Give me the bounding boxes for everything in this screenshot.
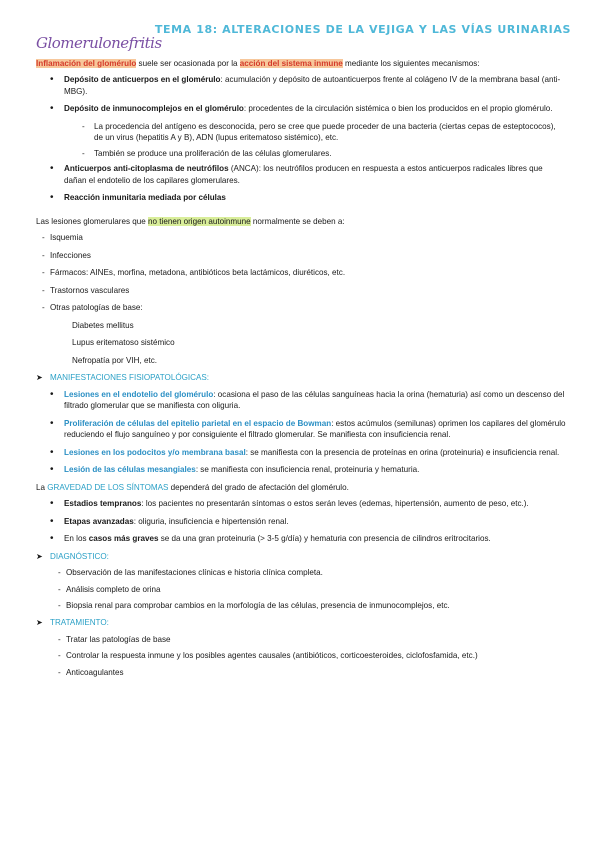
non-immune-paragraph: Las lesiones glomerulares que no tienen origen autoinmune normalmente se deben a: — [36, 216, 345, 226]
list-item: • En los casos más graves se da una gran proteinuria (> 3-5 g/día) y hematuria con presencia de cilindros eritrocitarios. — [36, 533, 566, 544]
treatment-heading: ➤ TRATAMIENTO: — [36, 617, 566, 628]
intro-highlight: acción del sistema inmune — [239, 59, 343, 68]
sub-list-item: - La procedencia del antígeno es desconocida, pero se cree que puede proceder de una bacteria (ciertas cepas de esteptococos), de un virus (hepatitis A y B), ADN (lupus eritematoso sistémico), etc. — [36, 121, 566, 144]
list-item: • Lesión de las células mesangiales: se manifiesta con insuficiencia renal, proteinuria y hematuria. — [36, 464, 566, 475]
treatment-list — [36, 634, 566, 678]
non-immune-list — [36, 232, 566, 366]
list-item: • Etapas avanzadas: oliguria, insuficiencia e hipertensión renal. — [36, 516, 566, 527]
diagnosis-list — [36, 567, 566, 611]
list-item: • Depósito de inmunocomplejos en el glomérulo: procedentes de la circulación sistémica o bien los producidos en el propio glomérulo. — [36, 103, 566, 114]
list-item: • Depósito de anticuerpos en el glomérulo: acumulación y depósito de autoanticuerpos frente al colágeno IV de la membrana basal (anti-MBG). — [36, 74, 566, 97]
section-title: Glomerulonefritis — [36, 34, 162, 52]
document-body — [36, 58, 566, 683]
mechanisms-list — [36, 74, 566, 203]
list-item: • Reacción inmunitaria mediada por células — [36, 192, 566, 203]
list-item: • Anticuerpos anti-citoplasma de neutrófilos (ANCA): los neutrófilos producen en respuesta a estos anticuerpos radicales libres que dañan el endotelio de los capilares glomerulares. — [36, 163, 566, 186]
manifestations-list — [36, 389, 566, 476]
severity-highlight: GRAVEDAD DE LOS SÍNTOMAS — [47, 482, 169, 492]
list-item: • Lesiones en los podocitos y/o membrana basal: se manifiesta con la presencia de proteínas en orina (proteinuria) e insuficiencia renal. — [36, 447, 566, 458]
diagnosis-heading: ➤ DIAGNÓSTICO: — [36, 551, 566, 562]
manifestations-heading: ➤ MANIFESTACIONES FISIOPATOLÓGICAS: — [36, 372, 566, 383]
list-item: - Isquemia — [36, 232, 566, 243]
list-item: - Anticoagulantes — [36, 667, 566, 678]
sub-list-item: - También se produce una proliferación de las células glomerulares. — [36, 148, 566, 159]
list-item: - Biopsia renal para comprobar cambios en la morfología de las células, presencia de inmunocomplejos, etc. — [36, 600, 566, 611]
list-item: - Trastornos vasculares — [36, 285, 566, 296]
list-item: - Fármacos: AINEs, morfina, metadona, antibióticos beta lactámicos, diuréticos, etc. — [36, 267, 566, 278]
list-item: - Infecciones — [36, 250, 566, 261]
severity-list — [36, 498, 566, 544]
sub-list-item: Lupus eritematoso sistémico — [72, 338, 175, 348]
intro-paragraph: Inflamación del glomérulo suele ser ocasionada por la acción del sistema inmune mediante los siguientes mecanismos: — [36, 59, 480, 68]
list-item: • Proliferación de células del epitelio parietal en el espacio de Bowman: estos acúmulos (semilunas) oprimen los capilares del glomérulo reduciendo el flujo sanguíneo y por consiguiente el filtrado glomerular. Se manifiesta con insuficiencia renal. — [36, 418, 566, 441]
severity-paragraph: La GRAVEDAD DE LOS SÍNTOMAS dependerá del grado de afectación del glomérulo. — [36, 482, 349, 492]
list-item: • Estadios tempranos: los pacientes no presentarán síntomas o estos serán leves (edemas, hipertensión, aumento de peso, etc.). — [36, 498, 566, 509]
list-item: - Otras patologías de base: — [36, 302, 566, 313]
page-header-title: TEMA 18: ALTERACIONES DE LA VEJIGA Y LAS VÍAS URINARIAS — [154, 23, 571, 36]
list-item: - Observación de las manifestaciones clínicas e historia clínica completa. — [36, 567, 566, 578]
list-item: - Análisis completo de orina — [36, 584, 566, 595]
list-item: - Tratar las patologías de base — [36, 634, 566, 645]
list-item: • Lesiones en el endotelio del glomérulo: ocasiona el paso de las células sanguíneas hacia la orina (hematuria) así como un descenso del filtrado glomerular que se manifiesta con oliguria. — [36, 389, 566, 412]
sub-list-item: Nefropatía por VIH, etc. — [72, 355, 158, 365]
intro-lead: Inflamación del glomérulo — [36, 59, 137, 68]
non-immune-highlight: no tienen origen autoinmune — [148, 216, 251, 226]
list-item: - Controlar la respuesta inmune y los posibles agentes causales (antibióticos, corticoesteroides, ciclofosfamida, etc.) — [36, 650, 566, 661]
sub-list-item: Diabetes mellitus — [72, 320, 134, 330]
